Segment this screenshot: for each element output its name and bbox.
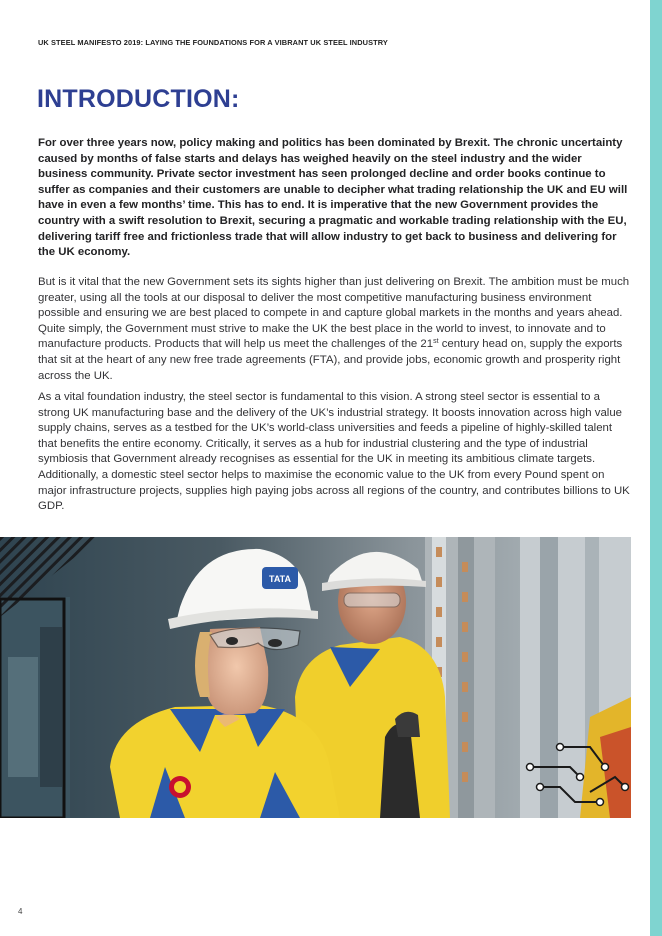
- running-head: UK STEEL MANIFESTO 2019: LAYING THE FOUNDATIONS FOR A VIBRANT UK STEEL INDUSTRY: [38, 38, 388, 47]
- accent-band: [650, 0, 662, 936]
- ordinal-suffix: st: [433, 338, 439, 346]
- steelworkers-photo: [0, 537, 631, 818]
- body-paragraph-2-text: But is it vital that the new Government sets its sights higher than just delivering on Brexit. The ambition must be much greater, using all the tools at our disposal to deliver the most competitive manufacturing business environment possible and ensuring we are best placed to compete in and capture global markets in the months and years ahead. Quite simply, the Government must strive to make the UK the best place in the world to invest, to innovate and to manufacture products. Products that will help us meet the challenges of the 21: [38, 276, 630, 351]
- page-title: INTRODUCTION:: [37, 85, 240, 113]
- lead-paragraph: For over three years now, policy making and politics has been dominated by Brexit. The chronic uncertainty caused by months of false starts and delays has weighed heavily on the steel industry and the wider business community. Private sector investment has seen prolonged decline and order books continue to suffer as companies and their customers are unable to decipher what trading relationship the UK and EU will have in even a few months’ time. This has to end. It is imperative that the new Government provides the country with a swift resolution to Brexit, securing a pragmatic and workable trading relationship with the EU, delivering tariff free and frictionless trade that will allow industry to get back to business and delivering for the UK economy.: [38, 137, 628, 259]
- helmet-logo-text: TATA: [269, 574, 291, 584]
- body-paragraph-2-text-cont: century head on, supply the exports that sit at the heart of any new free trade agreements (FTA), and provide jobs, economic growth and prosperity right across the UK.: [38, 338, 623, 382]
- body-paragraph-3: As a vital foundation industry, the steel sector is fundamental to this vision. A strong steel sector is essential to a strong UK manufacturing base and the delivery of the UK’s industrial strategy. It boosts innovation across high value supply chains, serves as a testbed for the UK’s world-class universities and feeds a pipeline of highly-skilled talent that benefits the entire economy. Critically, it serves as a hub for industrial clustering and the type of industrial symbiosis that Government already recognises as essential for the UK in meeting its ambitious climate targets. Additionally, a domestic steel sector helps to maximise the economic value to the UK from every Pound spent on major infrastructure projects, supplies high paying jobs across all regions of the country, and contributes billions to UK GDP.: [38, 391, 630, 513]
- page-number: 4: [18, 907, 23, 916]
- body-paragraph-2: [38, 275, 634, 384]
